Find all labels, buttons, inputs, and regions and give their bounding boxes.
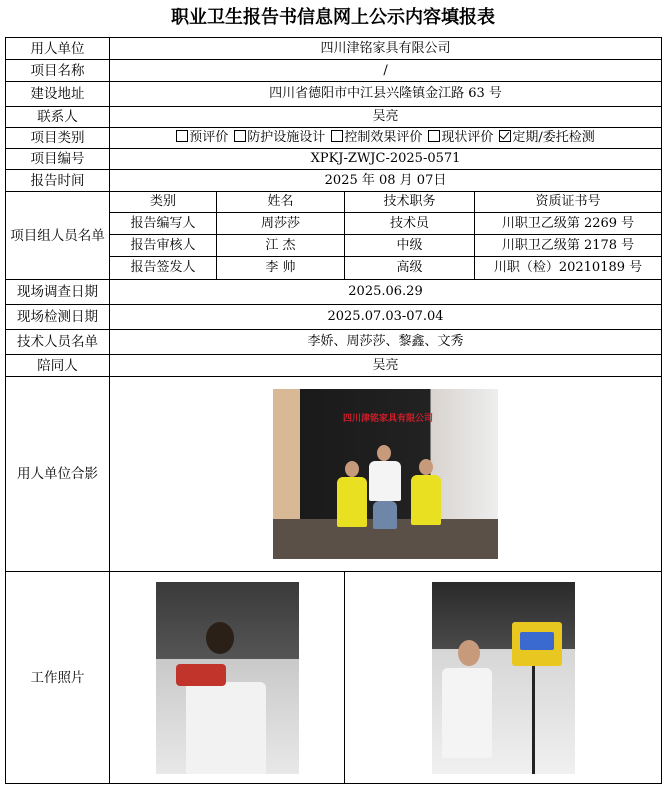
escort-value: 吴亮 <box>110 355 662 377</box>
team-header-certificate: 资质证书号 <box>475 192 662 213</box>
test-date-value: 2025.07.03-07.04 <box>110 305 662 330</box>
disclosure-form-table <box>5 37 662 784</box>
type-option-protection-design[interactable]: 防护设施设计 <box>234 130 325 145</box>
survey-date-value: 2025.06.29 <box>110 280 662 305</box>
checkbox-icon <box>331 130 343 142</box>
work-photo-cell-2 <box>345 572 662 784</box>
employer-value: 四川津铭家具有限公司 <box>110 38 662 60</box>
project-no-value: XPKJ-ZWJC-2025-0571 <box>110 149 662 170</box>
survey-date-label: 现场调查日期 <box>6 280 110 305</box>
checkbox-icon <box>428 130 440 142</box>
checked-checkbox-icon <box>499 130 511 142</box>
table-row: 报告签发人 李 帅 高级 川职（检）20210189 号 <box>6 257 662 280</box>
worker-shirt <box>442 668 492 758</box>
work-photo-2 <box>432 582 575 774</box>
escort-label: 陪同人 <box>6 355 110 377</box>
handheld-meter <box>176 664 226 686</box>
work-photo-label: 工作照片 <box>6 572 110 784</box>
person-head <box>345 461 359 477</box>
checkbox-icon <box>176 130 188 142</box>
person-vest <box>337 477 367 527</box>
person-head <box>419 459 433 475</box>
work-photo-cell-1 <box>110 572 345 784</box>
address-value: 四川省德阳市中江县兴隆镇金江路 63 号 <box>110 82 662 107</box>
address-label: 建设地址 <box>6 82 110 107</box>
team-header-category: 类别 <box>110 192 217 213</box>
team-label: 项目组人员名单 <box>6 192 110 280</box>
project-name-label: 项目名称 <box>6 60 110 82</box>
contact-value: 吴亮 <box>110 107 662 128</box>
person-shirt <box>369 461 401 501</box>
project-name-value: / <box>110 60 662 82</box>
group-photo-cell <box>110 377 662 572</box>
type-option-pre-evaluation[interactable]: 预评价 <box>176 130 228 145</box>
person-head <box>377 445 391 461</box>
tech-staff-value: 李娇、周莎莎、黎鑫、文秀 <box>110 330 662 355</box>
work-photo-1 <box>156 582 299 774</box>
type-option-status-evaluation[interactable]: 现状评价 <box>428 130 493 145</box>
table-row: 报告审核人 江 杰 中级 川职卫乙级第 2178 号 <box>6 235 662 257</box>
project-no-label: 项目编号 <box>6 149 110 170</box>
type-option-periodic-testing[interactable]: 定期/委托检测 <box>499 130 594 145</box>
employer-label: 用人单位 <box>6 38 110 60</box>
team-header-title: 技术职务 <box>345 192 475 213</box>
group-photo-label: 用人单位合影 <box>6 377 110 572</box>
instrument-screen <box>520 632 554 650</box>
worker-head <box>206 622 234 654</box>
table-row: 报告编写人 周莎莎 技术员 川职卫乙级第 2269 号 <box>6 213 662 235</box>
project-type-label: 项目类别 <box>6 128 110 149</box>
test-date-label: 现场检测日期 <box>6 305 110 330</box>
group-photo <box>273 389 498 559</box>
person-jeans <box>373 501 397 529</box>
tripod <box>532 666 535 774</box>
person-vest <box>411 475 441 525</box>
contact-label: 联系人 <box>6 107 110 128</box>
company-sign: 四川津铭家具有限公司 <box>342 414 433 424</box>
checkbox-icon <box>234 130 246 142</box>
tech-staff-label: 技术人员名单 <box>6 330 110 355</box>
page-title: 职业卫生报告书信息网上公示内容填报表 <box>171 7 495 28</box>
team-header-name: 姓名 <box>217 192 345 213</box>
worker-head <box>458 640 480 666</box>
worker-shirt <box>186 682 266 774</box>
report-time-value: 2025 年 08 月 07日 <box>110 170 662 192</box>
project-type-options <box>110 128 662 149</box>
report-time-label: 报告时间 <box>6 170 110 192</box>
type-option-control-effect[interactable]: 控制效果评价 <box>331 130 422 145</box>
